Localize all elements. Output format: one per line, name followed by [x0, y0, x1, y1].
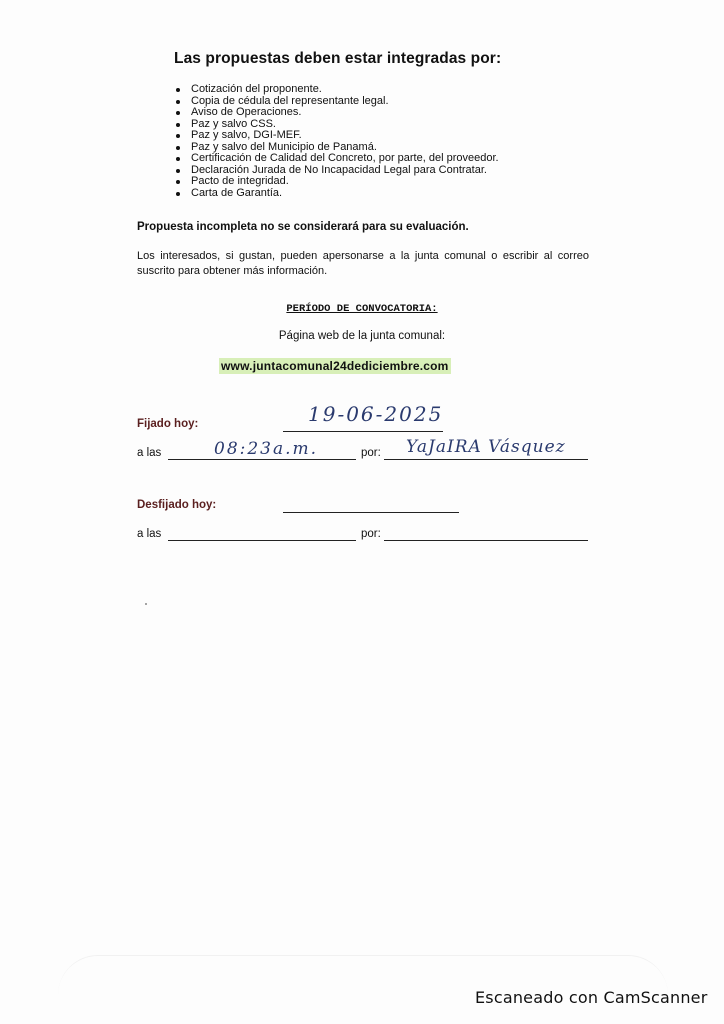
- list-item: Copia de cédula del representante legal.: [174, 96, 499, 108]
- requirements-heading: Las propuestas deben estar integradas por:: [174, 50, 502, 67]
- scan-speck: [145, 603, 147, 605]
- fijado-label: Fijado hoy:: [137, 418, 199, 430]
- incomplete-warning: Propuesta incompleta no se considerará para su evaluación.: [137, 221, 469, 233]
- desfijado-a-las-label: a las: [137, 528, 162, 540]
- fijado-date-handwritten: 19-06-2025: [308, 402, 444, 426]
- list-item: Declaración Jurada de No Incapacidad Legal para Contratar.: [174, 165, 499, 177]
- list-item: Carta de Garantía.: [174, 188, 499, 200]
- list-item: Certificación de Calidad del Concreto, por parte, del proveedor.: [174, 153, 499, 165]
- list-item: Pacto de integridad.: [174, 176, 499, 188]
- desfijado-por-label: por:: [361, 528, 381, 540]
- list-item: Paz y salvo, DGI-MEF.: [174, 130, 499, 142]
- desfijado-label: Desfijado hoy:: [137, 499, 217, 511]
- fijado-signer-line: [384, 459, 588, 460]
- list-item: Cotización del proponente.: [174, 84, 499, 96]
- info-paragraph: Los interesados, si gustan, pueden apersonarse a la junta comunal o escribir al correo suscrito para obtener más información.: [137, 250, 589, 277]
- desfijado-time-line: [168, 540, 356, 541]
- fijado-time-handwritten: 08:23a.m.: [214, 439, 319, 459]
- requirements-list: [174, 84, 499, 199]
- fijado-date-line: [283, 431, 443, 432]
- web-label: Página web de la junta comunal:: [278, 330, 446, 342]
- fijado-time-line: [168, 459, 356, 460]
- list-item: Aviso de Operaciones.: [174, 107, 499, 119]
- period-title: PERÍODO DE CONVOCATORIA:: [286, 303, 438, 315]
- camscanner-watermark: Escaneado con CamScanner: [475, 988, 708, 1007]
- list-item: Paz y salvo del Municipio de Panamá.: [174, 142, 499, 154]
- fijado-por-label: por:: [361, 447, 381, 459]
- list-item: Paz y salvo CSS.: [174, 119, 499, 131]
- fijado-signer-handwritten: YaJaIRA Vásquez: [406, 437, 566, 457]
- fijado-a-las-label: a las: [137, 447, 162, 459]
- desfijado-signer-line: [384, 540, 588, 541]
- website-link[interactable]: www.juntacomunal24dediciembre.com: [221, 359, 449, 373]
- desfijado-date-line: [283, 512, 459, 513]
